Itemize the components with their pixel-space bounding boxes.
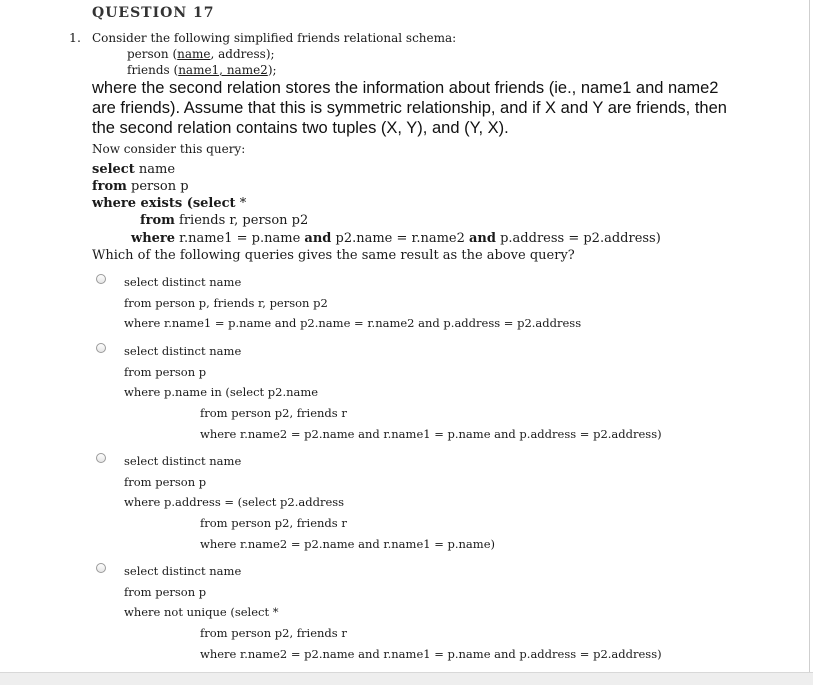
- query-line-select: select name: [92, 162, 176, 177]
- query-line-subwhere: where r.name1 = p.name and p2.name = r.name2 and p.address = p2.address): [131, 231, 661, 246]
- option-c-line: where p.address = (select p2.address: [124, 495, 345, 509]
- option-d-line: from person p: [124, 585, 207, 599]
- intro-text: Consider the following simplified friends relational schema:: [92, 31, 457, 45]
- schema-friends: friends (name1, name2);: [127, 63, 277, 77]
- description-line: are friends). Assume that this is symmetric relationship, and if X and Y are friends, then: [92, 99, 727, 117]
- option-d-line: where not unique (select *: [124, 605, 279, 619]
- option-a-line: from person p, friends r, person p2: [124, 296, 328, 310]
- option-b-line: where p.name in (select p2.name: [124, 385, 319, 399]
- bottom-bar: [0, 672, 813, 685]
- option-b-line: from person p: [124, 365, 207, 379]
- description-line: the second relation contains two tuples (X, Y), and (Y, X).: [92, 119, 509, 137]
- now-consider-text: Now consider this query:: [92, 142, 246, 156]
- query-line-where-exists: where exists (select *: [92, 196, 247, 211]
- option-b-line: select distinct name: [124, 344, 242, 358]
- question-prompt: Which of the following queries gives the same result as the above query?: [92, 248, 575, 263]
- primary-key: name1, name2: [178, 63, 268, 77]
- option-d-radio[interactable]: [96, 563, 106, 573]
- option-d-line: where r.name2 = p2.name and r.name1 = p.name and p.address = p2.address): [200, 647, 662, 661]
- option-b-line: where r.name2 = p2.name and r.name1 = p.name and p.address = p2.address): [200, 427, 662, 441]
- question-number: 1.: [69, 30, 81, 45]
- option-a-line: where r.name1 = p.name and p2.name = r.name2 and p.address = p2.address: [124, 316, 582, 330]
- option-c-line: select distinct name: [124, 454, 242, 468]
- option-c-line: where r.name2 = p2.name and r.name1 = p.name): [200, 537, 495, 551]
- query-line-subfrom: from friends r, person p2: [140, 213, 309, 228]
- primary-key: name: [177, 47, 211, 61]
- question-title: QUESTION 17: [92, 5, 215, 21]
- option-b-line: from person p2, friends r: [200, 406, 347, 420]
- option-a-radio[interactable]: [96, 274, 106, 284]
- description-line: where the second relation stores the information about friends (ie., name1 and name2: [92, 79, 719, 97]
- option-c-line: from person p2, friends r: [200, 516, 347, 530]
- option-b-radio[interactable]: [96, 343, 106, 353]
- page-right-border: [809, 0, 810, 672]
- query-line-from: from person p: [92, 179, 189, 194]
- option-c-line: from person p: [124, 475, 207, 489]
- option-d-line: from person p2, friends r: [200, 626, 347, 640]
- schema-person: person (name, address);: [127, 47, 275, 61]
- option-a-line: select distinct name: [124, 275, 242, 289]
- option-c-radio[interactable]: [96, 453, 106, 463]
- option-d-line: select distinct name: [124, 564, 242, 578]
